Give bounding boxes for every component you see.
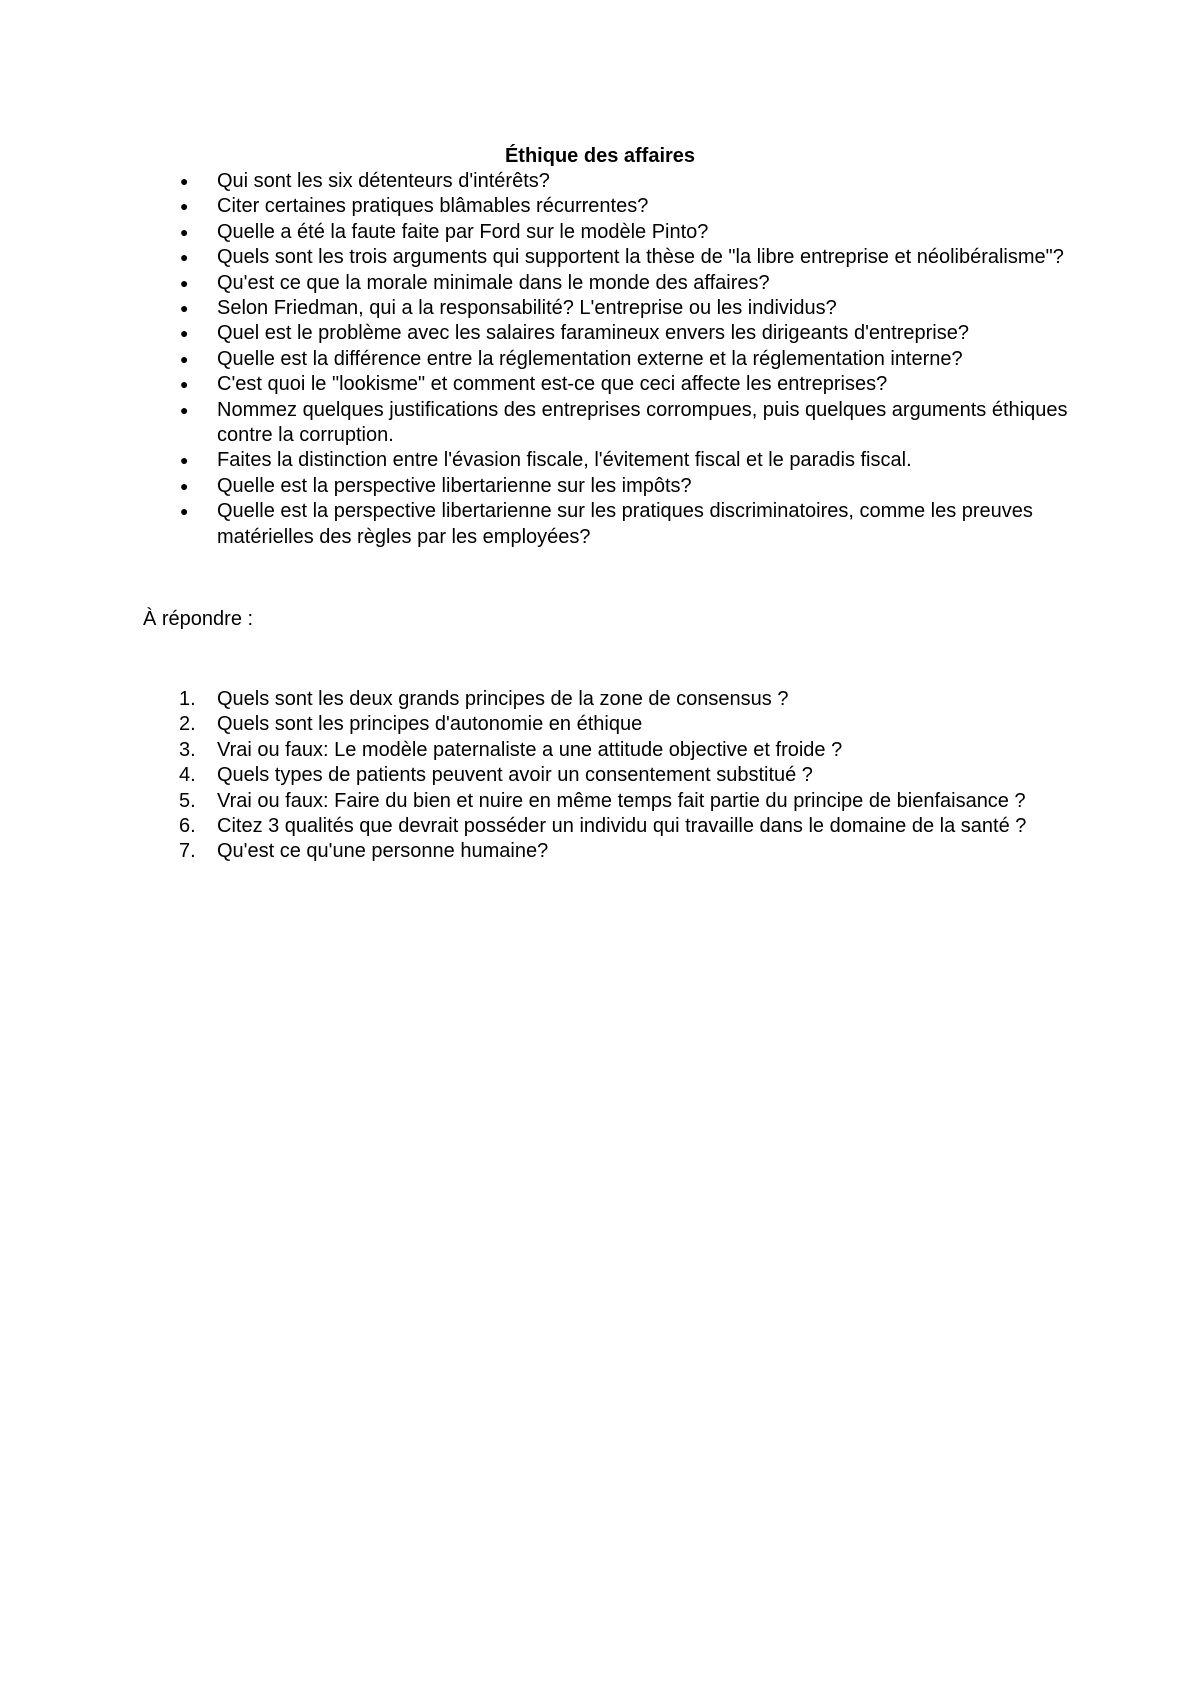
list-item-text: Faites la distinction entre l'évasion fiscale, l'évitement fiscal et le paradis fiscal. [217, 449, 912, 472]
bullet-icon: ● [180, 376, 189, 393]
list-item-text: Selon Friedman, qui a la responsabilité? L'entreprise ou les individus? [217, 297, 837, 320]
list-item [0, 220, 1200, 245]
bullet-icon: ● [180, 452, 189, 469]
list-item [0, 763, 1200, 788]
list-item [0, 448, 1200, 473]
answer-section-label: À répondre : [143, 608, 254, 630]
list-item [0, 839, 1200, 864]
list-item-text: Quelle est la perspective libertarienne sur les impôts? [217, 474, 692, 497]
list-number: 2. [179, 713, 196, 736]
list-item [0, 245, 1200, 270]
list-item-text: Quels sont les principes d'autonomie en éthique [217, 713, 643, 736]
bullet-icon: ● [180, 198, 189, 215]
list-number: 4. [179, 764, 196, 787]
list-item-text: Quelle est la différence entre la réglementation externe et la réglementation interne? [217, 347, 963, 370]
list-item-text: Vrai ou faux: Faire du bien et nuire en même temps fait partie du principe de bienfaisance ? [217, 789, 1026, 812]
list-item-text: Citez 3 qualités que devrait posséder un individu qui travaille dans le domaine de la santé ? [217, 815, 1027, 838]
list-number: 5. [179, 789, 196, 812]
questions-numbered-list [0, 687, 1200, 865]
list-item [0, 372, 1200, 397]
list-item [0, 712, 1200, 737]
questions-bullet-list [0, 169, 1200, 550]
list-item-text: Citer certaines pratiques blâmables récurrentes? [217, 195, 649, 218]
list-item-text: C'est quoi le "lookisme" et comment est-ce que ceci affecte les entreprises? [217, 373, 888, 396]
list-item [0, 814, 1200, 839]
list-item-text: Quelle a été la faute faite par Ford sur le modèle Pinto? [217, 220, 709, 243]
list-item [0, 271, 1200, 296]
bullet-icon: ● [180, 477, 189, 494]
list-item-text: Nommez quelques justifications des entreprises corrompues, puis quelques arguments éthiques contre la corruption. [217, 398, 1068, 447]
list-number: 7. [179, 840, 196, 863]
bullet-icon: ● [180, 223, 189, 240]
list-item-text: Vrai ou faux: Le modèle paternaliste a une attitude objective et froide ? [217, 738, 843, 761]
list-item [0, 321, 1200, 346]
list-item [0, 398, 1200, 449]
bullet-icon: ● [180, 300, 189, 317]
list-item-text: Qui sont les six détenteurs d'intérêts? [217, 170, 550, 192]
list-item [0, 296, 1200, 321]
list-item-text: Quels types de patients peuvent avoir un consentement substitué ? [217, 764, 813, 787]
list-item-text: Qu'est ce qu'une personne humaine? [217, 840, 549, 863]
list-item [0, 499, 1200, 550]
list-item [0, 474, 1200, 499]
bullet-icon: ● [180, 503, 189, 520]
list-item [0, 687, 1200, 712]
list-item-text: Quelle est la perspective libertarienne sur les pratiques discriminatoires, comme les preuves matérielles des règles par les employées? [217, 500, 1033, 548]
list-item-text: Qu'est ce que la morale minimale dans le monde des affaires? [217, 271, 770, 294]
list-item [0, 194, 1200, 219]
bullet-icon: ● [180, 274, 189, 291]
document-title: Éthique des affaires [504, 145, 696, 167]
bullet-icon: ● [180, 350, 189, 367]
list-item-text: Quels sont les trois arguments qui supportent la thèse de "la libre entreprise et néolibéralisme"? [217, 246, 1064, 269]
list-item-text: Quel est le problème avec les salaires faramineux envers les dirigeants d'entreprise? [217, 322, 969, 345]
list-number: 3. [179, 738, 196, 761]
bullet-icon: ● [180, 173, 189, 189]
list-number: 6. [179, 815, 196, 838]
list-item [0, 738, 1200, 763]
list-item [0, 169, 1200, 194]
list-item [0, 347, 1200, 372]
bullet-icon: ● [180, 325, 189, 342]
bullet-icon: ● [180, 249, 189, 266]
list-item-text: Quels sont les deux grands principes de la zone de consensus ? [217, 688, 789, 710]
list-number: 1. [179, 688, 196, 710]
list-item [0, 789, 1200, 814]
bullet-icon: ● [180, 401, 189, 418]
